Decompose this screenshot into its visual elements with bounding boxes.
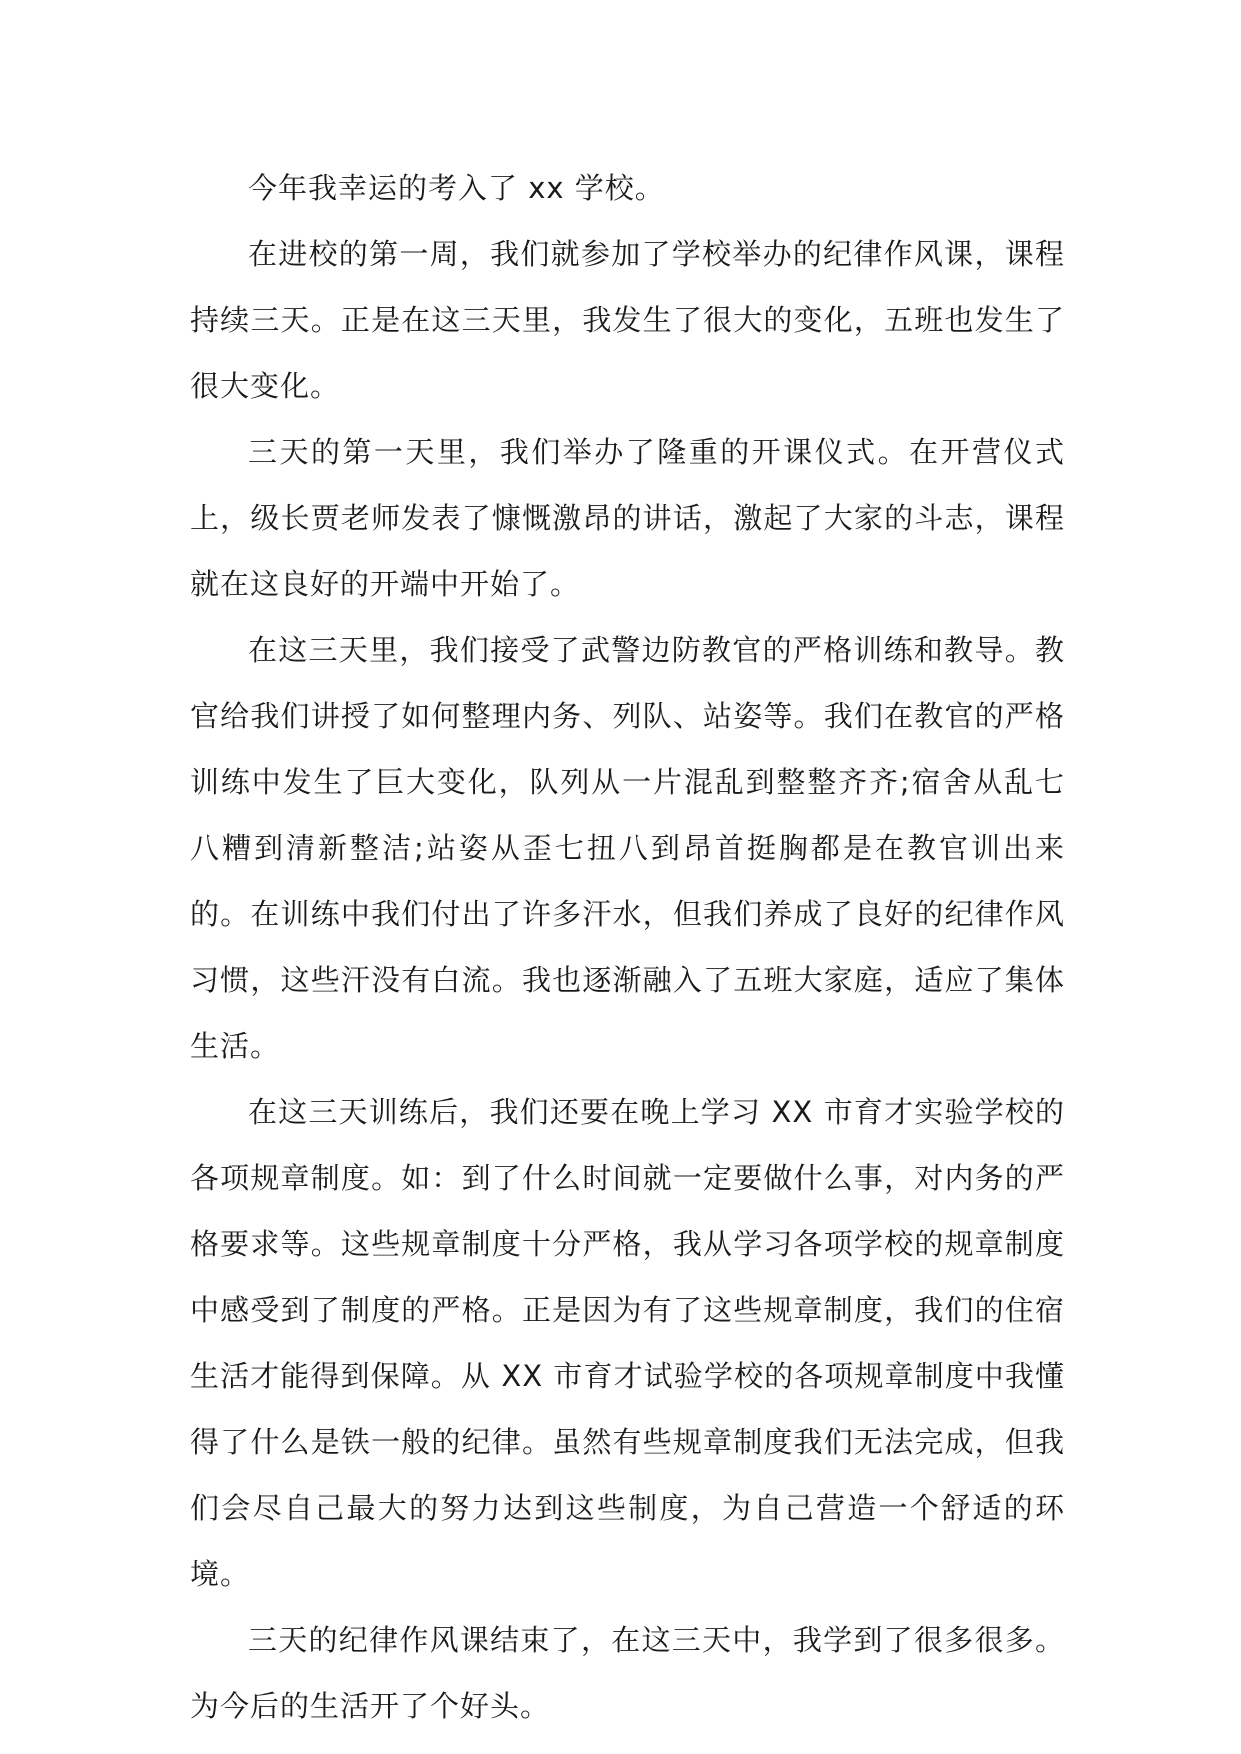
paragraph-3: 三天的第一天里，我们举办了隆重的开课仪式。在开营仪式上，级长贾老师发表了慷慨激昂的讲话，激起了大家的斗志，课程就在这良好的开端中开始了。 bbox=[190, 435, 1065, 601]
paragraph-2: 在进校的第一周，我们就参加了学校举办的纪律作风课，课程持续三天。正是在这三天里，我发生了很大的变化，五班也发生了很大变化。 bbox=[190, 237, 1065, 403]
paragraph-1: 今年我幸运的考入了 xx 学校。 bbox=[248, 171, 665, 205]
paragraph-6: 三天的纪律作风课结束了，在这三天中，我学到了很多很多。为今后的生活开了个好头。 bbox=[190, 1623, 1065, 1723]
document-body bbox=[190, 155, 1065, 1739]
paragraph-4: 在这三天里，我们接受了武警边防教官的严格训练和教导。教官给我们讲授了如何整理内务、列队、站姿等。我们在教官的严格训练中发生了巨大变化，队列从一片混乱到整整齐齐;宿舍从乱七八糟到清新整洁;站姿从歪七扭八到昂首挺胸都是在教官训出来的。在训练中我们付出了许多汗水，但我们养成了良好的纪律作风习惯，这些汗没有白流。我也逐渐融入了五班大家庭，适应了集体生活。 bbox=[190, 633, 1065, 1063]
paragraph-5: 在这三天训练后，我们还要在晚上学习 XX 市育才实验学校的各项规章制度。如：到了什么时间就一定要做什么事，对内务的严格要求等。这些规章制度十分严格，我从学习各项学校的规章制度中感受到了制度的严格。正是因为有了这些规章制度，我们的住宿生活才能得到保障。从 XX 市育才试验学校的各项规章制度中我懂得了什么是铁一般的纪律。虽然有些规章制度我们无法完成，但我们会尽自己最大的努力达到这些制度，为自己营造一个舒适的环境。 bbox=[190, 1095, 1065, 1591]
